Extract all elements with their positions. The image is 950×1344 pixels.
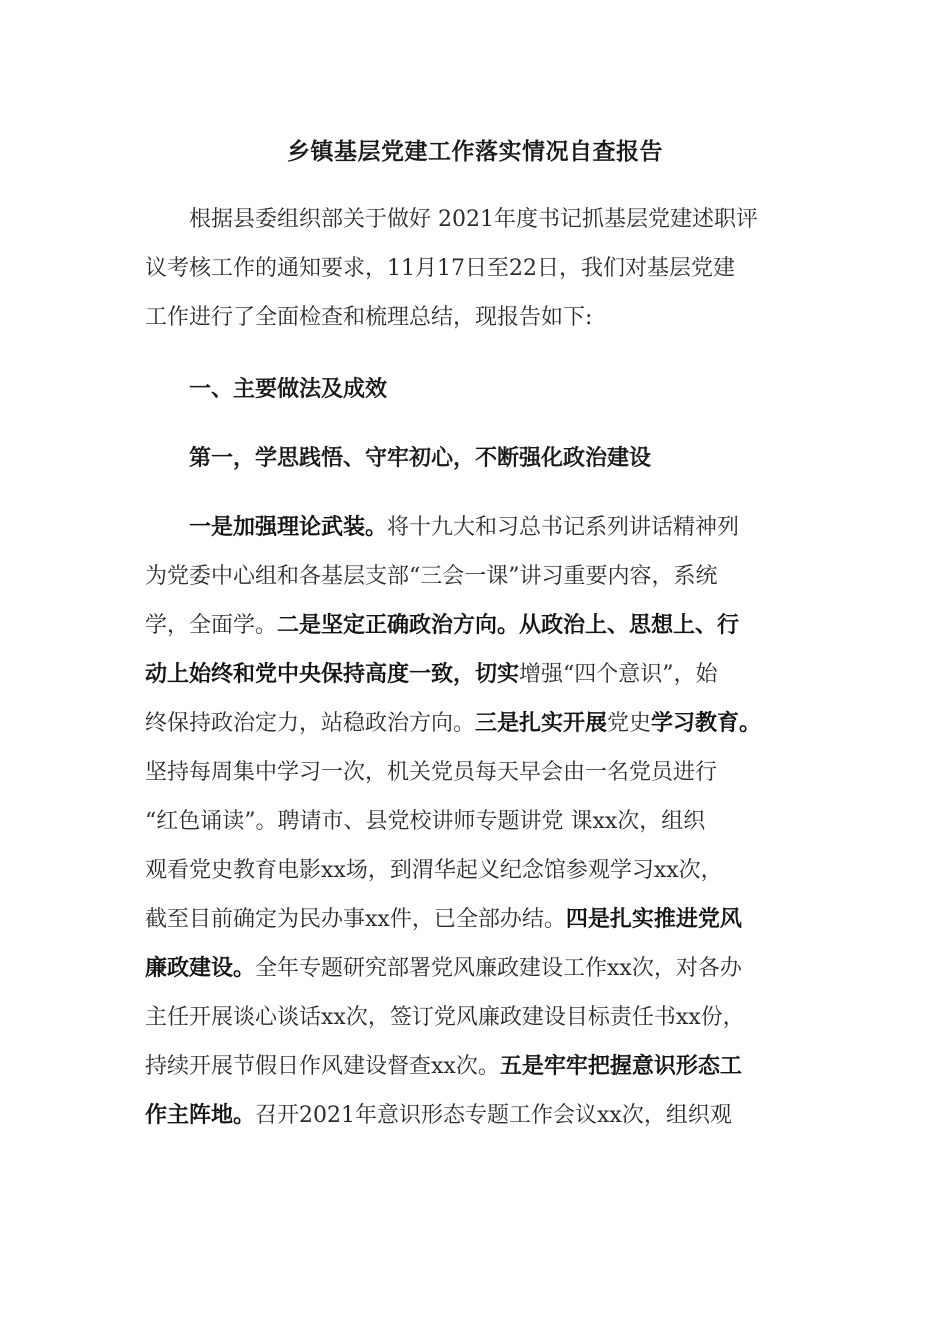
body-line-12	[145, 1042, 805, 1091]
body-text: 增强“四个意识”，始	[519, 662, 718, 687]
bold-phrase: 四是扎实推进党风	[565, 906, 742, 932]
bold-phrase: 动上始终和党中央保持高度一致，切实	[145, 661, 520, 687]
intro-line-2: 议考核工作的通知要求，11月17日至22日，我们对基层党建	[145, 256, 735, 281]
body-line-11	[145, 993, 805, 1042]
body-text: 全年专题研究部署党风廉政建设工作xx次，对各办	[255, 956, 742, 981]
body-line-3	[145, 601, 805, 650]
body-paragraph	[145, 503, 805, 1140]
body-text: 主任开展谈心谈话xx次，签订党风廉政建设目标责任书xx份，	[145, 1005, 745, 1030]
bold-phrase: 一是加强理论武装。	[189, 514, 388, 540]
subsection-heading-1: 第一，学思践悟、守牢初心，不断强化政治建设	[189, 445, 652, 471]
intro-line-1: 根据县委组织部关于做好 2021年度书记抓基层党建述职评	[189, 207, 758, 232]
body-line-4	[145, 650, 805, 699]
body-text: 终保持政治定力，站稳政治方向。	[145, 711, 476, 736]
section-heading-1: 一、主要做法及成效	[189, 377, 388, 402]
body-text: 观看党史教育电影xx场，到渭华起义纪念馆参观学习xx次，	[145, 858, 723, 883]
document-title: 乡镇基层党建工作落实情况自查报告	[287, 139, 663, 165]
bold-phrase: 学习教育。	[651, 710, 762, 736]
body-text: 召开2021年意识形态专题工作会议xx次，组织观	[255, 1103, 732, 1128]
body-text: 截至目前确定为民办事xx件，已全部办结。	[145, 907, 566, 932]
body-text: 将十九大和习总书记系列讲话精神列	[387, 515, 740, 540]
body-line-7	[145, 797, 805, 846]
body-text: 党史	[607, 711, 652, 736]
body-line-8	[145, 846, 805, 895]
intro-line-3: 工作进行了全面检查和梳理总结，现报告如下:	[145, 305, 593, 330]
body-line-6	[145, 748, 805, 797]
body-line-9	[145, 895, 805, 944]
bold-phrase: 作主阵地。	[145, 1102, 256, 1128]
body-line-10	[145, 944, 805, 993]
body-line-5	[145, 699, 805, 748]
body-text: 学，全面学。	[145, 613, 278, 638]
body-line-1	[145, 503, 805, 552]
body-text: 为党委中心组和各基层支部“三会一课”讲习重要内容，系统	[145, 564, 718, 589]
bold-phrase: 五是牢牢把握意识形态工	[499, 1053, 742, 1079]
bold-phrase: 廉政建设。	[145, 955, 256, 981]
body-line-2	[145, 552, 805, 601]
body-text: 持续开展节假日作风建设督查xx次。	[145, 1054, 500, 1079]
body-line-13	[145, 1091, 805, 1140]
bold-phrase: 三是扎实开展	[475, 710, 608, 736]
bold-phrase: 二是坚定正确政治方向。从政治上、思想上、行	[277, 612, 740, 638]
body-text: “红色诵读”。聘请市、县党校讲师专题讲党 课xx次，组织	[145, 809, 706, 834]
intro-paragraph	[145, 195, 805, 342]
body-text: 坚持每周集中学习一次，机关党员每天早会由一名党员进行	[145, 760, 718, 785]
